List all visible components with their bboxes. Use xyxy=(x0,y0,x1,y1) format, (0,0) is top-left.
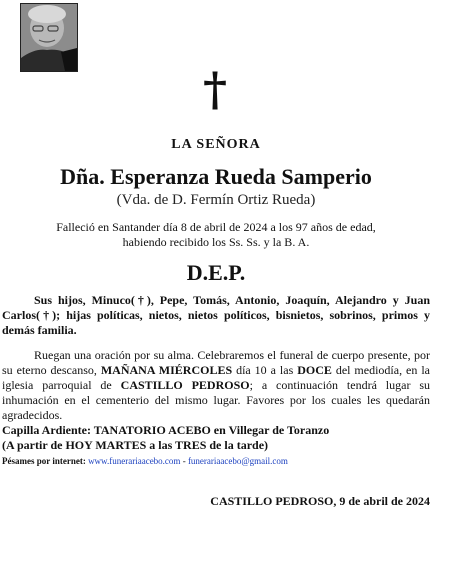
website-link[interactable]: www.funerariaacebo.com xyxy=(88,456,181,466)
prayer-text-1: Ruegan una oración por su alma. Celebraremos el funeral de cuerpo presente, por su eterno descanso, xyxy=(2,348,430,377)
honorific-title: LA SEÑORA xyxy=(171,137,261,152)
death-line-2: habiendo recibido los Ss. Ss. y la B. A. xyxy=(122,235,310,249)
place-date-signature: CASTILLO PEDROSO, 9 de abril de 2024 xyxy=(210,494,430,508)
family-paragraph: Sus hijos, Minuco(†), Pepe, Tomás, Antonio, Joaquín, Alejandro y Juan Carlos(†); hijas políticas, nietos, nietos políticos, bisnietos, sobrinos, primos y demás familia. xyxy=(2,293,430,337)
death-line-1: Falleció en Santander día 8 de abril de 2024 a los 97 años de edad, xyxy=(56,220,376,234)
deceased-photo xyxy=(20,3,78,72)
cross-icon: † xyxy=(202,62,228,116)
chapel-line-1: Capilla Ardiente: TANATORIO ACEBO en Villegar de Toranzo xyxy=(2,423,330,437)
prayer-text-4: ; a continuación tendrá lugar su inhumación en el cementerio del mismo lugar. Favores por los cuales les quedarán agradecidos. xyxy=(2,378,431,422)
email-link[interactable]: funerariaacebo@gmail.com xyxy=(187,456,288,466)
condolences-separator: - xyxy=(180,456,188,466)
chapel-line-2: (A partir de HOY MARTES a las TRES de la tarde) xyxy=(2,438,269,452)
condolences-line xyxy=(2,455,432,467)
prayer-paragraph xyxy=(2,348,430,423)
widow-of-line: (Vda. de D. Fermín Ortiz Rueda) xyxy=(116,192,316,208)
funeral-day: MAÑANA MIÉRCOLES xyxy=(100,363,233,377)
chapel-info xyxy=(2,423,432,453)
deceased-name: Dña. Esperanza Rueda Samperio xyxy=(60,164,372,189)
death-notice xyxy=(0,220,432,250)
prayer-text-3: del mediodía, en la iglesia parroquial de xyxy=(2,363,430,392)
funeral-place: CASTILLO PEDROSO xyxy=(120,378,250,392)
funeral-time: DOCE xyxy=(297,363,332,377)
condolences-label: Pésames por internet: xyxy=(2,456,86,466)
prayer-text-2: día 10 a las xyxy=(232,363,298,377)
dep-heading: D.E.P. xyxy=(186,260,246,285)
portrait-icon xyxy=(21,4,77,71)
